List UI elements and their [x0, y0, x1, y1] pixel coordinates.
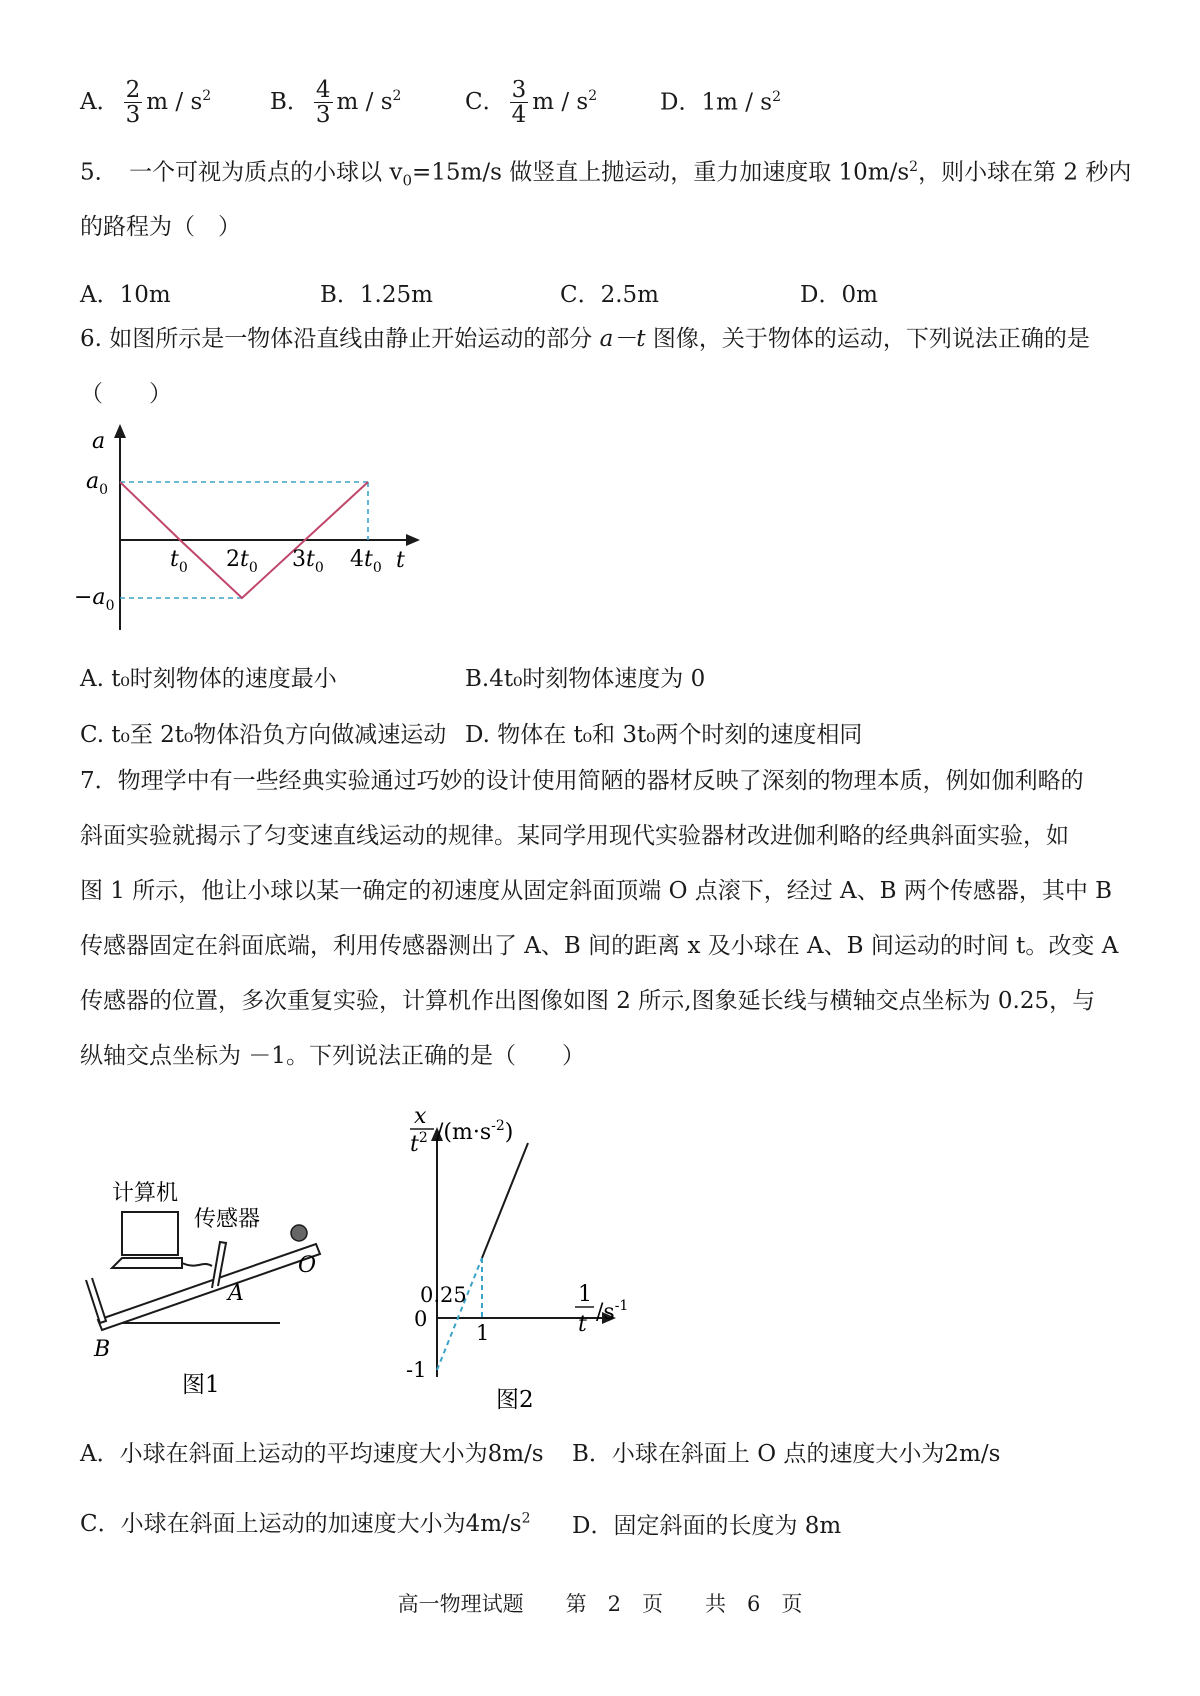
fig1-caption: 图1 — [182, 1372, 220, 1398]
fig1-label-sensor: 传感器 — [194, 1207, 261, 1232]
q6-tick-3t0: $3t_0$ — [292, 547, 324, 576]
q6-option-b: B.4t₀时刻物体速度为 0 — [465, 666, 706, 692]
fig2-tick-0-25: 0.25 — [420, 1283, 467, 1307]
q6-label-a0: $a_0$ — [86, 469, 109, 498]
q4-option-c: C． $\frac{3}{4}$ m / $s^2$ — [465, 77, 598, 129]
fig2-tick-1: 1 — [476, 1321, 490, 1345]
fig2-tick-neg1: -1 — [406, 1358, 427, 1382]
q7-stem-line6: 纵轴交点坐标为 －1。下列说法正确的是（ ） — [80, 1043, 585, 1069]
q5-stem-line2: 的路程为（ ） — [80, 214, 241, 240]
q6-y-axis-label: a — [92, 429, 106, 454]
q6-tick-2t0: $2t_0$ — [226, 547, 258, 576]
fig2-y-num: x — [414, 1104, 427, 1129]
q4-option-b: B． $\frac{4}{3}$ m / $s^2$ — [270, 77, 402, 129]
q5-option-c: C．2.5m — [560, 282, 659, 308]
fig1-label-computer: 计算机 — [112, 1181, 179, 1206]
q6-tick-4t0: $4t_0$ — [350, 547, 382, 576]
fig1-laptop-base — [112, 1258, 182, 1268]
q6-label-neg-a0: $-a_0$ — [74, 585, 115, 614]
page-footer: 高一物理试题 第 2 页 共 6 页 — [397, 1592, 803, 1616]
fig2-y-unit: $/(m\cdot s^{-2})$ — [436, 1118, 514, 1145]
q7-stem-line5: 传感器的位置，多次重复实验，计算机作出图像如图 2 所示,图象延长线与横轴交点坐标为 0.25，与 — [80, 988, 1096, 1014]
q6-x-axis-label: t — [396, 548, 405, 573]
q4-option-a: A． $\frac{2}{3}$ m / $s^2$ — [80, 77, 212, 129]
q7-option-b: B．小球在斜面上 O 点的速度大小为2m/s — [572, 1441, 1001, 1467]
q7-option-c: C．小球在斜面上运动的加速度大小为$4m/s^2$ — [80, 1510, 531, 1537]
q7-option-a: A．小球在斜面上运动的平均速度大小为8m/s — [80, 1441, 544, 1467]
q5-option-b: B．1.25m — [320, 282, 433, 308]
fig1-incline — [98, 1244, 320, 1330]
fig2-x-unit: $/s^{-1}$ — [596, 1298, 629, 1325]
q7-stem-line4: 传感器固定在斜面底端，利用传感器测出了 A、B 间的距离 x 及小球在 A、B 间运动的时间 t。改变 A — [80, 933, 1119, 959]
fig2-dashed-extension — [437, 1258, 482, 1370]
fig1-label-o: O — [298, 1253, 317, 1278]
q7-stem-line3: 图 1 所示，他让小球以某一确定的初速度从固定斜面顶端 O 点滚下，经过 A、B 两个传感器，其中 B — [80, 878, 1113, 904]
fig2-x-num: 1 — [578, 1282, 592, 1307]
q5-option-a: A．10m — [80, 282, 171, 308]
fig2-y-den: $t^2$ — [410, 1130, 428, 1157]
fig2-data-line — [482, 1143, 528, 1258]
fig1-label-b: B — [94, 1337, 111, 1362]
q7-figure2 — [400, 1095, 700, 1415]
q6-a-t-graph — [70, 420, 430, 635]
q7-stem-line1: 7．物理学中有一些经典实验通过巧妙的设计使用简陋的器材反映了深刻的物理本质，例如伽利略的 — [80, 768, 1084, 794]
fig2-x-den: t — [578, 1312, 587, 1337]
fig1-sensor-b — [86, 1278, 106, 1323]
q6-option-a: A. t₀时刻物体的速度最小 — [80, 666, 337, 692]
q6-option-c: C. t₀至 2t₀物体沿负方向做减速运动 — [80, 722, 447, 748]
fig1-ball — [291, 1225, 307, 1241]
q5-option-d: D．0m — [800, 282, 878, 308]
q7-option-d: D．固定斜面的长度为 8m — [572, 1513, 842, 1539]
q6-x-arrow — [406, 534, 420, 546]
q6-y-arrow — [114, 424, 126, 438]
fig1-cable — [182, 1263, 212, 1266]
fig1-label-a: A — [228, 1281, 244, 1306]
q7-figure1 — [70, 1160, 370, 1410]
q6-stem-line2: （ ） — [80, 381, 172, 407]
q5-stem-line1: 5． 一个可视为质点的小球以 $v_0=15m/s$ 做竖直上抛运动，重力加速度取 $10m/s^2$，则小球在第 2 秒内 — [80, 159, 1132, 190]
q7-stem-line2: 斜面实验就揭示了匀变速直线运动的规律。某同学用现代实验器材改进伽利略的经典斜面实验，如 — [80, 823, 1069, 849]
fig2-origin: 0 — [414, 1307, 428, 1331]
fig2-caption: 图2 — [496, 1387, 534, 1413]
q6-stem-line1: 6. 如图所示是一物体沿直线由静止开始运动的部分 a－t 图像，关于物体的运动，下列说法正确的是 — [80, 326, 1090, 352]
q4-option-d: D．$1m / s^2$ — [660, 89, 781, 116]
q6-tick-t0: $t_0$ — [170, 547, 188, 576]
q6-option-d: D. 物体在 t₀和 3t₀两个时刻的速度相同 — [465, 722, 863, 748]
fig1-laptop-screen — [122, 1212, 178, 1255]
